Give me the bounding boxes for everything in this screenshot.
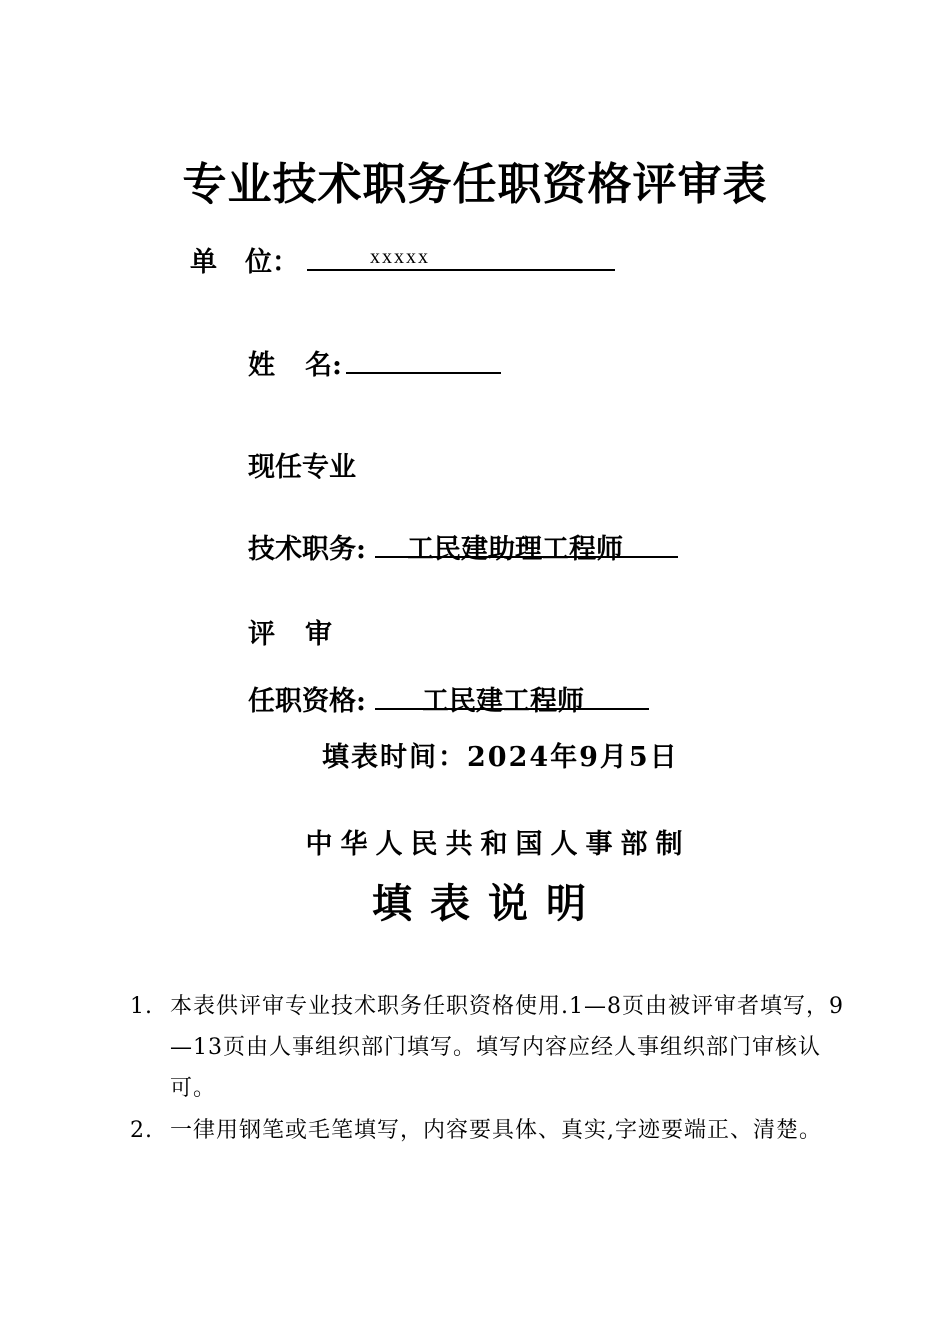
fill-date: 填表时间：2024年9月5日 (322, 742, 679, 773)
tech-position-label: 技术职务: (248, 534, 366, 565)
name-label (248, 343, 342, 382)
review-label-b: 审 (305, 619, 332, 650)
review-label (248, 612, 332, 651)
name-label-a: 姓 (248, 350, 275, 381)
instruction-item (130, 1110, 850, 1151)
instruction-text: 一律用钢笔或毛笔填写，内容要具体、真实,字迹要端正、清楚。 (170, 1118, 822, 1143)
ministry-line: 中华人民共和国人事部制 (305, 829, 691, 860)
form-title: 专业技术职务任职资格评审表 (182, 159, 768, 210)
unit-value: xxxxx (370, 246, 430, 268)
unit-label-b: 位： (245, 247, 299, 278)
instruction-number: 1. (130, 994, 153, 1019)
current-specialty-label: 现任专业 (248, 452, 356, 483)
name-label-b: 名: (305, 350, 342, 381)
instruction-text: 本表供评审专业技术职务任职资格使用.1—8页由被评审者填写，9—13页由人事组织部门填写。填写内容应经人事组织部门审核认可。 (170, 994, 844, 1101)
qualification-label: 任职资格: (248, 686, 366, 717)
instruction-number: 2. (130, 1118, 153, 1143)
unit-field[interactable] (307, 240, 615, 271)
instructions-title: 填表说明 (372, 880, 604, 927)
unit-label (190, 240, 299, 279)
instruction-item (130, 986, 850, 1109)
qualification-value: 工民建工程师 (422, 686, 584, 717)
instructions-list (130, 986, 850, 1152)
tech-position-value: 工民建助理工程师 (407, 534, 623, 565)
review-label-a: 评 (248, 619, 275, 650)
tech-position-field[interactable] (375, 527, 678, 565)
qualification-field[interactable] (375, 679, 649, 717)
name-field[interactable] (346, 343, 501, 374)
unit-label-a: 单 (190, 247, 217, 278)
